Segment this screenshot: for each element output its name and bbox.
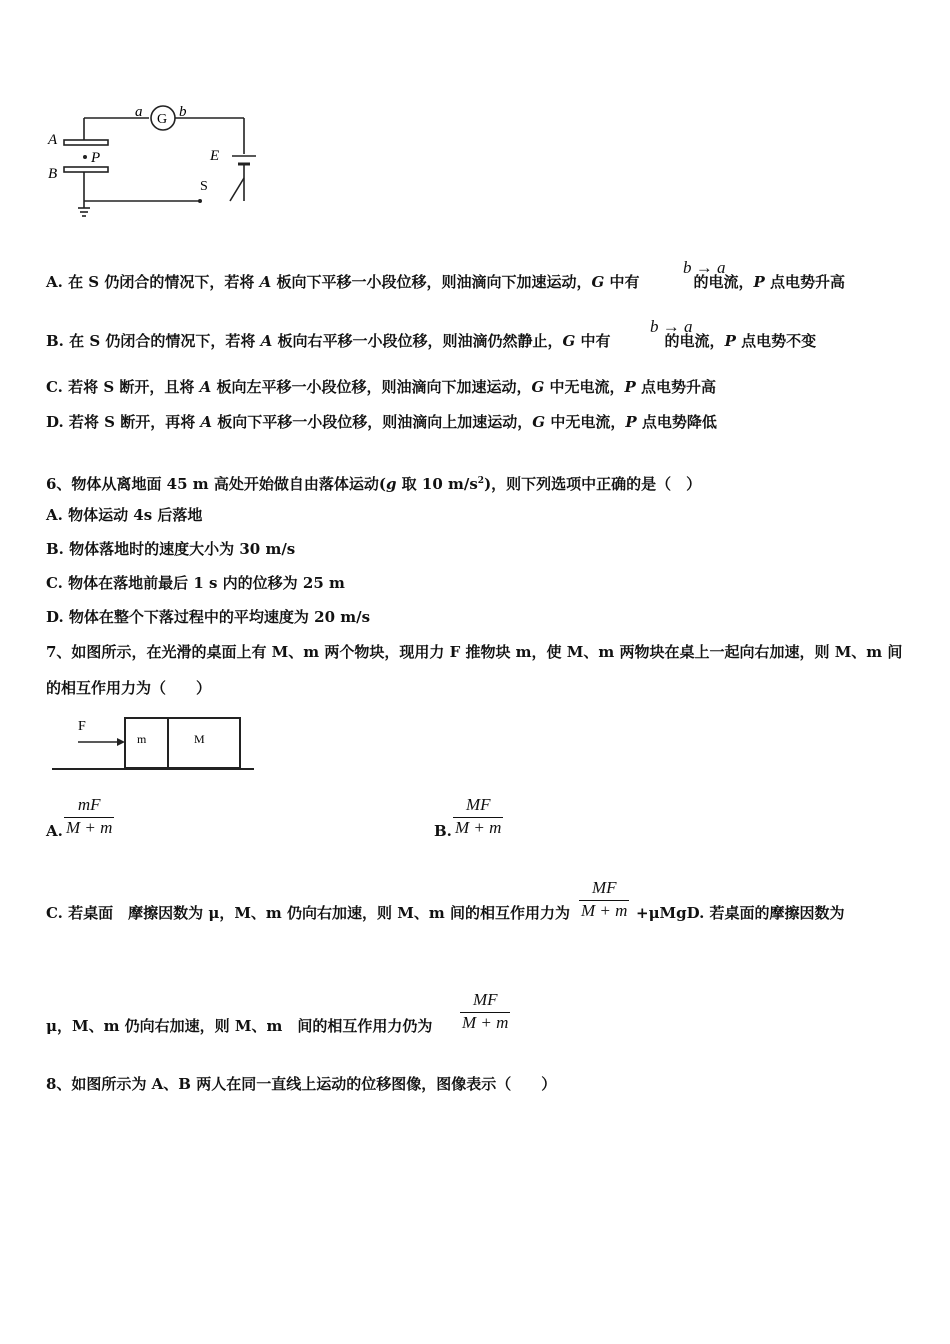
- q7-stem-line1: 7、如图所示，在光滑的桌面上有 M、m 两个物块，现用力 F 推物块 m，使 M、m 两物块在桌上一起向右加速，则 M、m 间: [46, 643, 903, 661]
- label-B: B: [48, 166, 58, 182]
- q6-option-d: D. 物体在整个下落过程中的平均速度为 20 m/s: [46, 608, 371, 626]
- q5-option-b: B. 在 S 仍闭合的情况下，若将 A 板向右平移一小段位移，则油滴仍然静止，G 中有 的电流，P 点电势不变: [46, 332, 817, 350]
- label-A: A: [48, 132, 58, 148]
- force-label: F: [78, 719, 86, 734]
- label-b: b: [179, 104, 187, 120]
- q8-stem: 8、如图所示为 A、B 两人在同一直线上运动的位移图像，图像表示（ ）: [46, 1075, 557, 1093]
- label-E: E: [210, 148, 220, 164]
- block-m-label: m: [137, 732, 147, 746]
- label-S: S: [200, 179, 208, 194]
- q7-option-d-text: μ，M、m 仍向右加速，则 M、m 间的相互作用力仍为: [46, 1017, 433, 1035]
- q7-option-c-fraction: MF M + m: [581, 878, 628, 920]
- q5-option-c: C. 若将 S 断开，且将 A 板向左平移一小段位移，则油滴向下加速运动，G 中无电流，P 点电势升高: [46, 378, 717, 396]
- q6-option-a: A. 物体运动 4s 后落地: [46, 506, 203, 524]
- q6-stem: 6、物体从离地面 45 m 高处开始做自由落体运动(g 取 10 $m/s^2$)，则下列选项中正确的是（ ）: [46, 475, 702, 493]
- q7-stem-line2: 的相互作用力为（ ）: [46, 679, 212, 697]
- q7-option-c-text: C. 若桌面 摩擦因数为 μ，M、m 仍向右加速，则 M、m 间的相互作用力为: [46, 904, 570, 922]
- q7-option-a-fraction: mF M + m: [66, 795, 113, 837]
- circuit-diagram: [40, 96, 280, 226]
- q5-a-arrow: b → a: [683, 258, 726, 277]
- q5-option-d: D. 若将 S 断开，再将 A 板向下平移一小段位移，则油滴向上加速运动，G 中无电流，P 点电势降低: [46, 413, 717, 431]
- q7-option-c-tail: +μMgD. 若桌面的摩擦因数为: [636, 904, 845, 922]
- blocks-diagram: [48, 712, 258, 774]
- q7-option-d-fraction: MF M + m: [462, 990, 509, 1032]
- block-M-label: M: [194, 732, 205, 746]
- label-g: G: [157, 112, 168, 127]
- q6-option-b: B. 物体落地时的速度大小为 30 m/s: [46, 540, 296, 558]
- q5-b-arrow: b → a: [650, 317, 693, 336]
- label-a: a: [135, 104, 143, 120]
- q7-option-a-label: A.: [46, 822, 63, 840]
- q7-option-b-fraction: MF M + m: [455, 795, 502, 837]
- label-P: P: [91, 150, 101, 166]
- q6-option-c: C. 物体在落地前最后 1 s 内的位移为 25 m: [46, 574, 345, 592]
- q7-option-b-label: B.: [434, 822, 452, 840]
- q5-option-a: A. 在 S 仍闭合的情况下，若将 A 板向下平移一小段位移，则油滴向下加速运动，G 中有 的电流，P 点电势升高: [46, 273, 846, 291]
